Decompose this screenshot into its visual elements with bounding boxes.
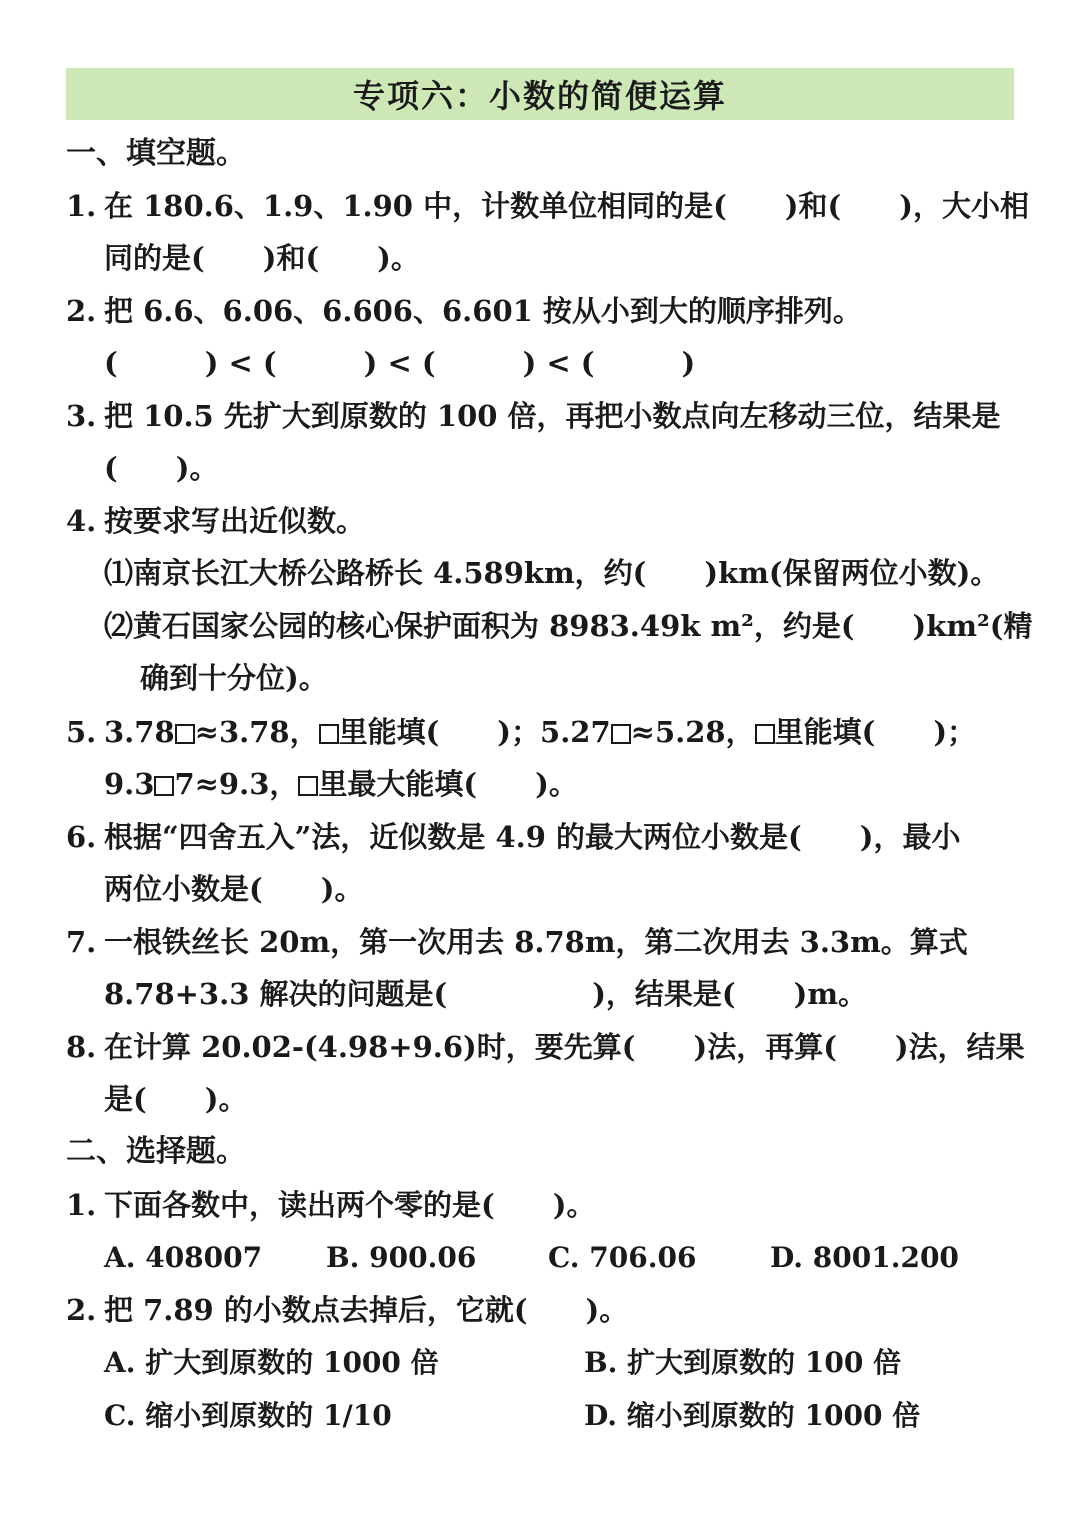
question-text: 根据“四舍五入”法，近似数是 4.9 的最大两位小数是( )，最小 xyxy=(104,820,961,854)
question-text: 把 7.89 的小数点去掉后，它就( )。 xyxy=(104,1293,629,1327)
blank-box xyxy=(611,724,631,744)
sub-question: ⑵黄石国家公园的核心保护面积为 8983.49k m²，约是( )km²(精 xyxy=(104,609,1033,643)
choice-option-b: B. 900.06 xyxy=(326,1241,477,1274)
question-text: 下面各数中，读出两个零的是( )。 xyxy=(104,1188,596,1222)
question-text: ( )。 xyxy=(104,451,219,485)
answer-blanks: ( ) < ( ) < ( ) < ( ) xyxy=(104,346,696,380)
question-text: 一根铁丝长 20m，第一次用去 8.78m，第二次用去 3.3m。算式 xyxy=(104,925,968,959)
text-fragment: 3.78 xyxy=(104,715,175,749)
choice-option-a: A. 408007 xyxy=(104,1241,263,1274)
sub-question: 确到十分位)。 xyxy=(140,661,328,695)
section-heading-fill-in: 一、填空题。 xyxy=(66,136,246,171)
question-number: 6. xyxy=(66,820,97,854)
question-number: 5. xyxy=(66,715,97,749)
section-heading-multiple-choice: 二、选择题。 xyxy=(66,1134,246,1169)
text-fragment: 9.3 xyxy=(104,767,155,801)
page-title: 专项六：小数的简便运算 xyxy=(66,68,1014,120)
question-text: 同的是( )和( )。 xyxy=(104,241,420,275)
question-text xyxy=(104,706,976,758)
blank-box xyxy=(755,724,775,744)
question-number: 1. xyxy=(66,1188,97,1222)
question-number: 2. xyxy=(66,1293,97,1327)
question-number: 8. xyxy=(66,1030,97,1064)
text-fragment: 7≈9.3， xyxy=(174,767,299,801)
question-number: 2. xyxy=(66,294,97,328)
question-text: 按要求写出近似数。 xyxy=(104,504,366,538)
choice-option-b: B. 扩大到原数的 100 倍 xyxy=(584,1346,902,1379)
choice-option-c: C. 706.06 xyxy=(548,1241,697,1274)
text-fragment: ≈3.78， xyxy=(194,715,319,749)
blank-box xyxy=(298,776,318,796)
question-text: 是( )。 xyxy=(104,1082,248,1116)
text-fragment: 里能填( )；5.27 xyxy=(338,715,611,749)
choice-option-a: A. 扩大到原数的 1000 倍 xyxy=(104,1346,439,1379)
text-fragment: 里最大能填( )。 xyxy=(318,767,578,801)
sub-question: ⑴南京长江大桥公路桥长 4.589km，约( )km(保留两位小数)。 xyxy=(104,556,1000,590)
blank-box xyxy=(175,724,195,744)
question-text xyxy=(104,758,578,810)
question-text: 把 6.6、6.06、6.606、6.601 按从小到大的顺序排列。 xyxy=(104,294,862,328)
question-text: 在 180.6、1.9、1.90 中，计数单位相同的是( )和( )，大小相 xyxy=(104,189,1029,223)
choice-option-d: D. 8001.200 xyxy=(770,1241,959,1274)
blank-box xyxy=(154,776,174,796)
text-fragment: ≈5.28， xyxy=(630,715,755,749)
question-text: 8.78+3.3 解决的问题是( )，结果是( )m。 xyxy=(104,977,868,1011)
question-number: 4. xyxy=(66,504,97,538)
question-text: 在计算 20.02-(4.98+9.6)时，要先算( )法，再算( )法，结果 xyxy=(104,1030,1025,1064)
question-number: 1. xyxy=(66,189,97,223)
choice-option-d: D. 缩小到原数的 1000 倍 xyxy=(584,1399,921,1432)
question-number: 7. xyxy=(66,925,97,959)
blank-box xyxy=(319,724,339,744)
question-text: 两位小数是( )。 xyxy=(104,872,364,906)
choice-option-c: C. 缩小到原数的 1/10 xyxy=(104,1399,392,1432)
text-fragment: 里能填( )； xyxy=(774,715,977,749)
question-text: 把 10.5 先扩大到原数的 100 倍，再把小数点向左移动三位，结果是 xyxy=(104,399,1001,433)
question-number: 3. xyxy=(66,399,97,433)
